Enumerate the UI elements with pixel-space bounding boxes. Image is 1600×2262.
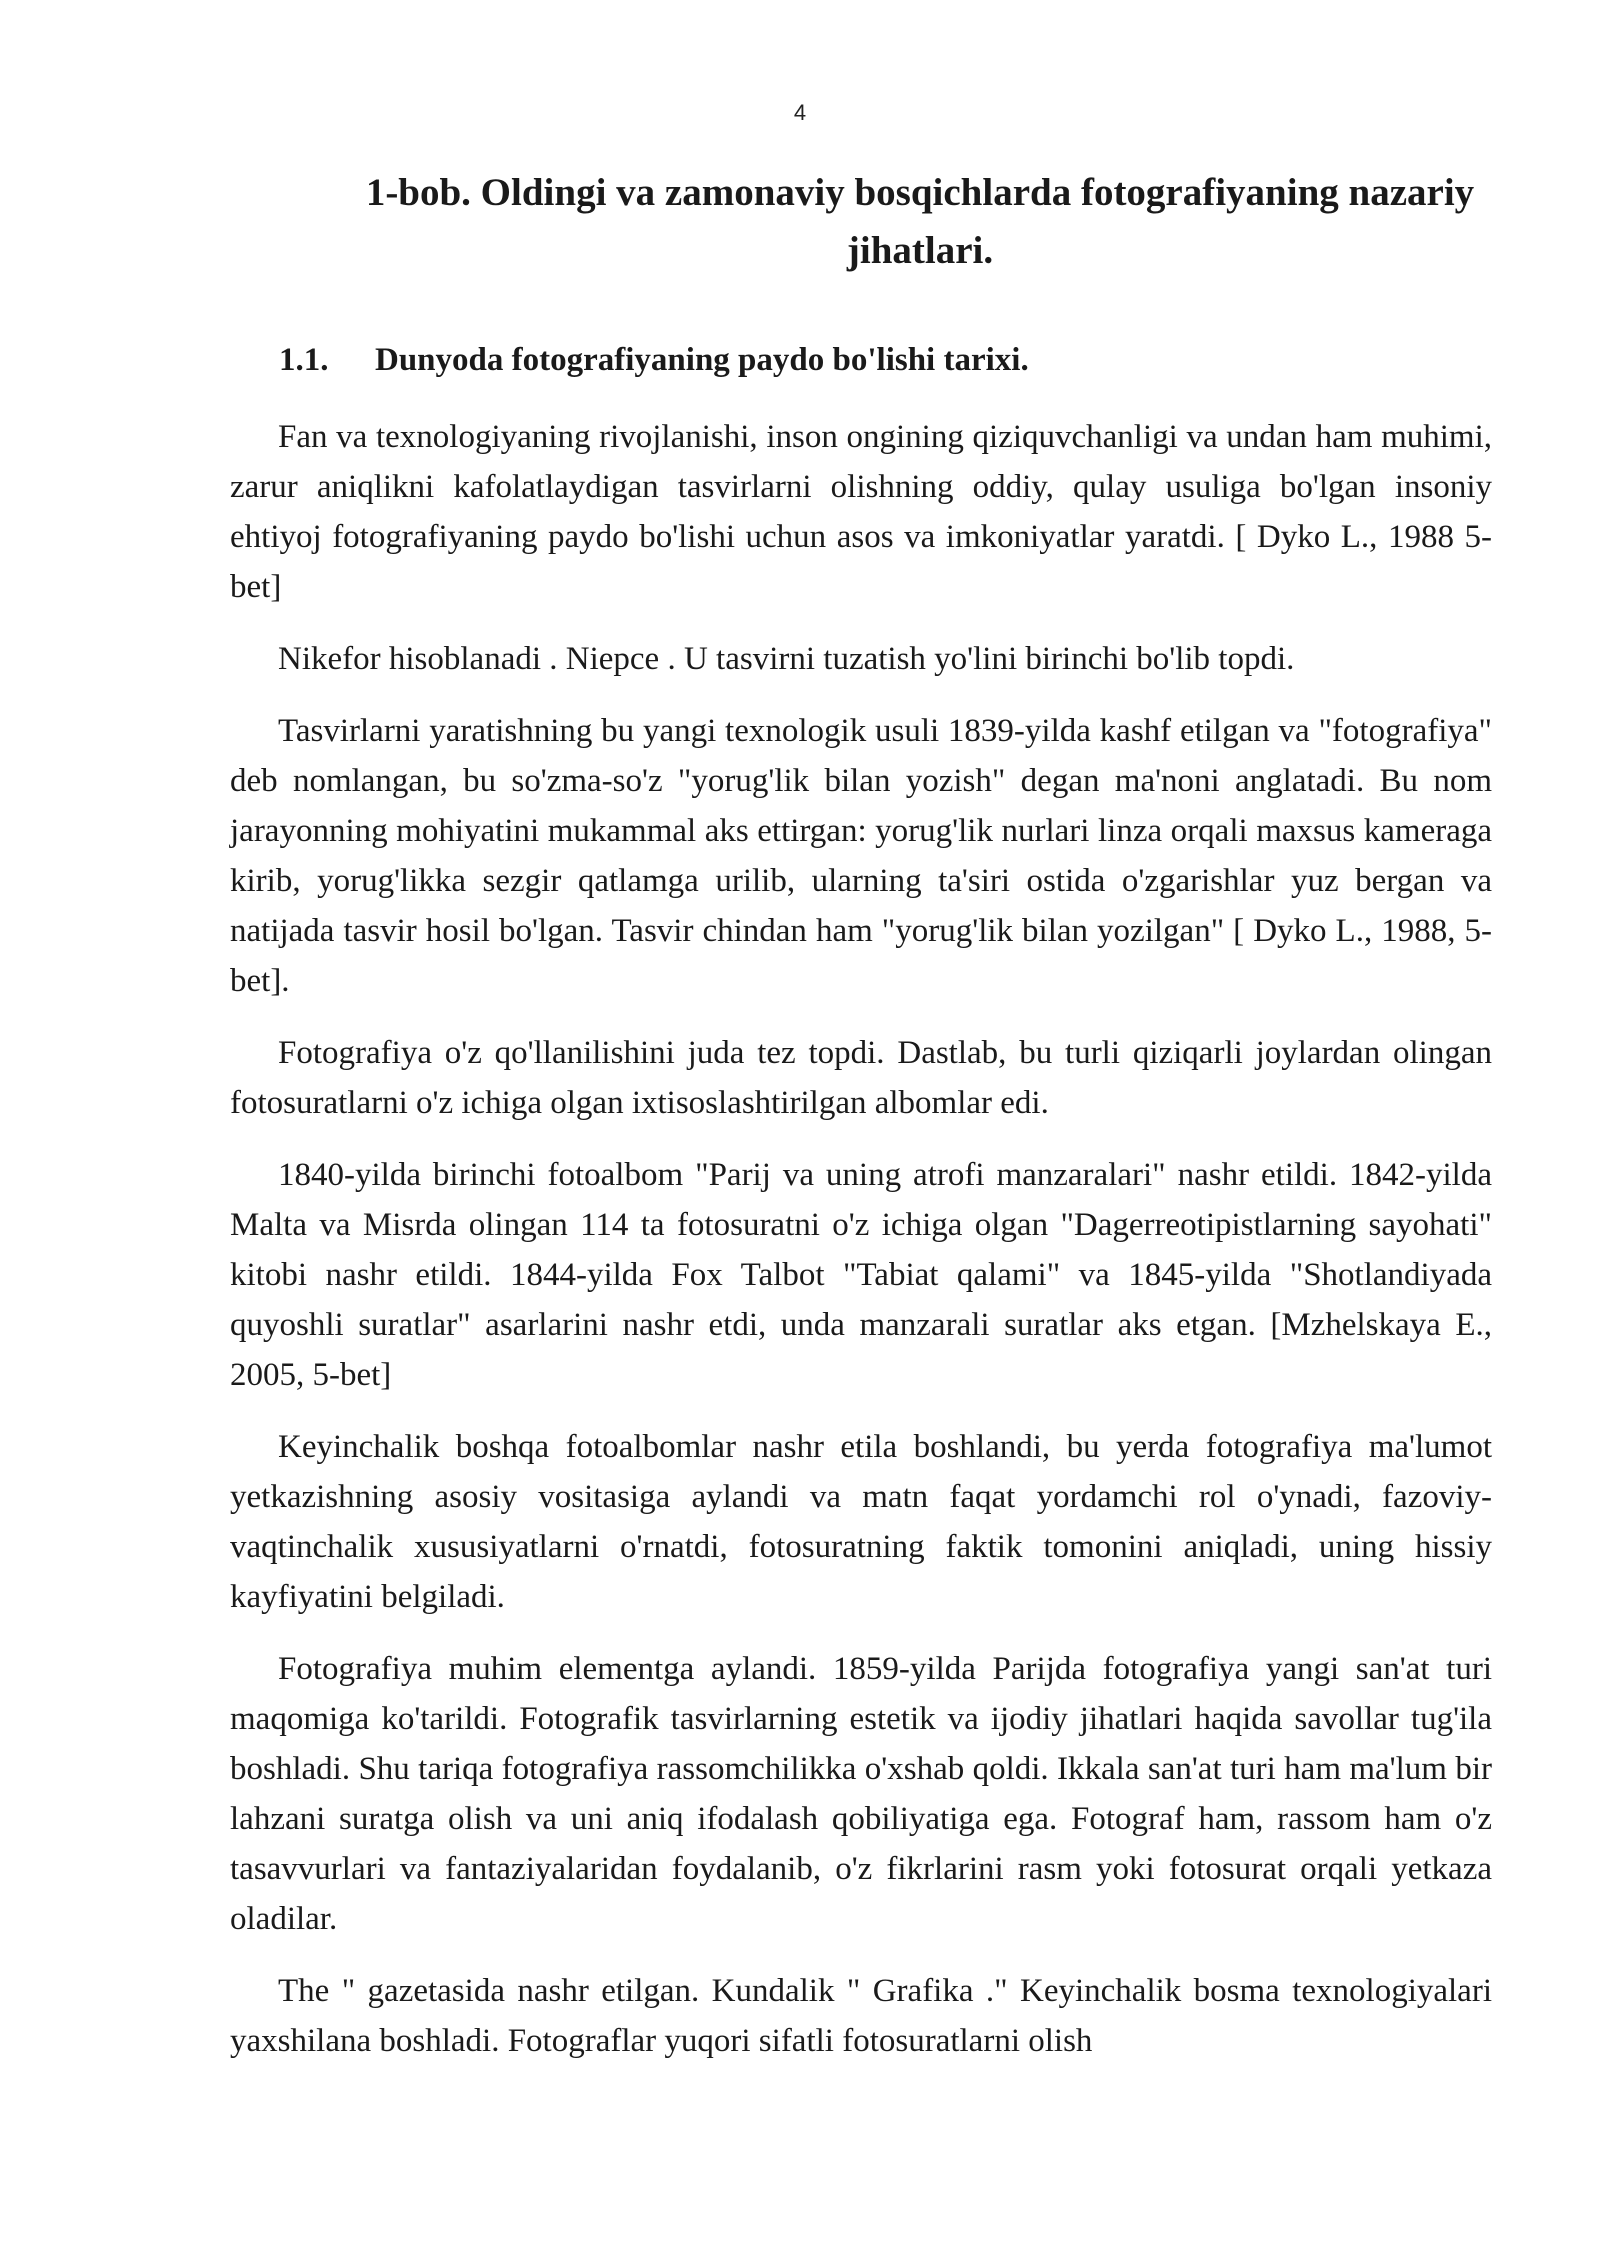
paragraph: Keyinchalik boshqa fotoalbomlar nashr etila boshlandi, bu yerda fotografiya ma'lumot yetkazishning asosiy vositasiga aylandi va matn faqat yordamchi rol o'ynadi, fazoviy-vaqtinchalik xususiyatlarni o'rnatdi, fotosuratning faktik tomonini aniqladi, uning hissiy kayfiyatini belgiladi. <box>230 1429 1492 1615</box>
page-number: 4 <box>793 100 807 125</box>
section-title: Dunyoda fotografiyaning paydo bo'lishi tarixi. <box>375 342 1029 378</box>
section-heading <box>279 338 1029 382</box>
paragraph: 1840-yilda birinchi fotoalbom "Parij va uning atrofi manzaralari" nashr etildi. 1842-yilda Malta va Misrda olingan 114 ta fotosuratni o'z ichiga olgan "Dagerreotipistlarning sayohati" kitobi nashr etildi. 1844-yilda Fox Talbot "Tabiat qalami" va 1845-yilda "Shotlandiyada quyoshli suratlar" asarlarini nashr etdi, unda manzarali suratlar aks etgan. [Mzhelskaya E., 2005, 5-bet] <box>230 1157 1492 1393</box>
paragraph: Fotografiya muhim elementga aylandi. 1859-yilda Parijda fotografiya yangi san'at turi maqomiga ko'tarildi. Fotografik tasvirlarning estetik va ijodiy jihatlari haqida savollar tug'ila boshladi. Shu tariqa fotografiya rassomchilikka o'xshab qoldi. Ikkala san'at turi ham ma'lum bir lahzani suratga olish va uni aniq ifodalash qobiliyatiga ega. Fotograf ham, rassom ham o'z tasavvurlari va fantaziyalaridan foydalanib, o'z fikrlarini rasm yoki fotosurat orqali yetkaza oladilar. <box>230 1651 1492 1937</box>
section-number: 1.1. <box>279 342 329 378</box>
chapter-title: 1-bob. Oldingi va zamonaviy bosqichlarda fotografiyaning nazariy jihatlari. <box>365 171 1475 272</box>
paragraph: The " gazetasida nashr etilgan. Kundalik " Grafika ." Keyinchalik bosma texnologiyalari yaxshilana boshladi. Fotograflar yuqori sifatli fotosuratlarni olish <box>230 1973 1492 2059</box>
body-text <box>230 412 1492 2088</box>
paragraph: Fan va texnologiyaning rivojlanishi, inson ongining qiziquvchanligi va undan ham muhimi, zarur aniqlikni kafolatlaydigan tasvirlarni olishning oddiy, qulay usuliga bo'lgan insoniy ehtiyoj fotografiyaning paydo bo'lishi uchun asos va imkoniyatlar yaratdi. [ Dyko L., 1988 5-bet] <box>230 419 1492 605</box>
paragraph: Nikefor hisoblanadi . Niepce . U tasvirni tuzatish yo'lini birinchi bo'lib topdi. <box>278 641 1295 677</box>
paragraph: Tasvirlarni yaratishning bu yangi texnologik usuli 1839-yilda kashf etilgan va "fotografiya" deb nomlangan, bu so'zma-so'z "yorug'lik bilan yozish" degan ma'noni anglatadi. Bu nom jarayonning mohiyatini mukammal aks ettirgan: yorug'lik nurlari linza orqali maxsus kameraga kirib, yorug'likka sezgir qatlamga urilib, ularning ta'siri ostida o'zgarishlar yuz bergan va natijada tasvir hosil bo'lgan. Tasvir chindan ham "yorug'lik bilan yozilgan" [ Dyko L., 1988, 5-bet]. <box>230 713 1492 999</box>
paragraph: Fotografiya o'z qo'llanilishini juda tez topdi. Dastlab, bu turli qiziqarli joylardan olingan fotosuratlarni o'z ichiga olgan ixtisoslashtirilgan albomlar edi. <box>230 1035 1492 1121</box>
